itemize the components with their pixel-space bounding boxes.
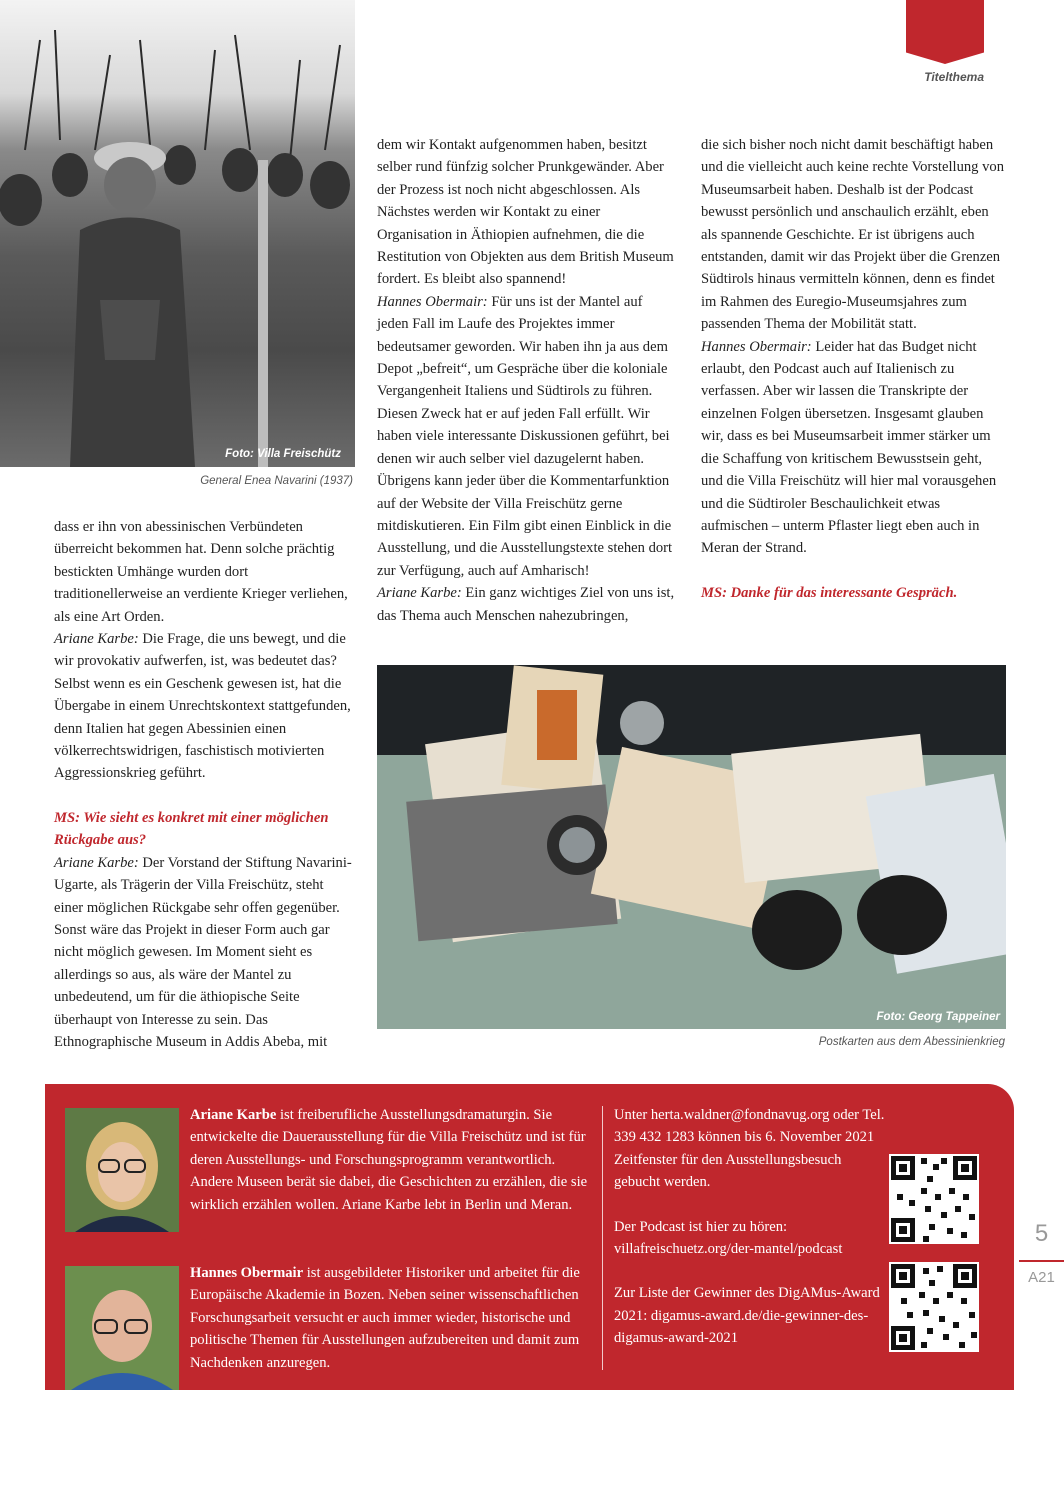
historical-photo — [0, 0, 355, 467]
bio-name: Hannes Obermair — [190, 1265, 304, 1281]
photo-caption: General Enea Navarini (1937) — [200, 475, 353, 487]
postcards-photo — [377, 665, 1006, 1029]
paragraph: Der Vorstand der Stiftung Navarini-Ugarte, als Trägerin der Villa Freischütz, steht einer möglichen Rückgabe sehr offen gegenüber. Sonst wäre das Projekt in dieser Form auch gar nicht möglich gewesen. Im Moment sieht es allerdings so aus, als wäre der Mantel zu unbedeutend, um für die äthiopische Seite überhaupt von Interesse zu sein. Das Ethnographische Museum in Addis Abeba, mit — [54, 854, 352, 1050]
speaker-name: Ariane Karbe: — [377, 585, 462, 602]
page-number: 5 — [1034, 1220, 1049, 1247]
visit-info — [614, 1104, 886, 1350]
interview-closing: MS: Danke für das interessante Gespräch. — [701, 584, 958, 601]
ariane-karbe-portrait — [65, 1108, 179, 1232]
bio-text: ist freiberufliche Ausstellungsdramaturgin. Sie entwickelte die Dauerausstellung für die Villa Freischütz und ist für deren Ausstellungs- und Forschungsprogramm verantwortlich. Andere Museen berät sie dabei, die Geschichten zu erzählen, die sie wirklich erzählen wollen. Ariane Karbe lebt in Berlin und Meran. — [190, 1107, 588, 1213]
paragraph: Ein ganz wichtiges Ziel von uns ist, das Thema auch Menschen nahezubringen, — [377, 585, 675, 624]
section-label: Titelthema — [924, 70, 984, 84]
qr-code-graphic — [889, 1262, 979, 1352]
author-info-box — [45, 1084, 1014, 1390]
bio-text: ist ausgebildeter Historiker und arbeitet für die Europäische Akademie in Bozen. Neben seiner wissenschaftlichen Forschungsarbeit versucht er auch immer wieder, historische und politische Themen für Ausstellungen aufzubereiten und damit zum Nachdenken anzuregen. — [190, 1265, 580, 1371]
speaker-name: Ariane Karbe: — [54, 854, 139, 871]
booking-info: Unter herta.waldner@fondnavug.org oder Tel. 339 432 1283 können bis 6. November 2021 Zeitfenster für den Ausstellungsbesuch gebucht werden. — [614, 1107, 885, 1191]
speaker-name: Ariane Karbe: — [54, 631, 139, 648]
photo-caption: Postkarten aus dem Abessinienkrieg — [818, 1036, 1005, 1048]
historical-photo-graphic — [0, 0, 355, 467]
paragraph: dem wir Kontakt aufgenommen haben, besitzt selber rund fünfzig solcher Prunkgewänder. Aber der Prozess ist noch nicht abgeschlossen. Als Nächstes werden wir Kontakt zu einer Organisation in Äthiopien aufnehmen, die die Restitution von Objekten aus dem British Museum fordert. Es bleibt also spannend! — [377, 137, 674, 288]
paragraph: dass er ihn von abessinischen Verbündeten überreicht bekommen hat. Denn solche prächtig bestickten Umhänge wurden dort traditionellerweise an verdiente Krieger verliehen, als eine Art Orden. — [54, 519, 348, 625]
section-tab-marker — [906, 0, 984, 64]
hannes-obermair-portrait — [65, 1266, 179, 1390]
paragraph: Leider hat das Budget nicht erlaubt, den Podcast auch auf Italienisch zu verfassen. Aber wir lassen die Transkripte der einzelnen Folgen übersetzen. Insgesamt glauben wir, dass es bei Museumsarbeit immer stärker um die Schaffung von kritischem Bewusstsein geht, und die Villa Freischütz will hier mal vorausgehen und die Südtiroler Beschaulichkeit etwas aufmischen – unterm Pflaster liegt eben auch in Meran der Strand. — [701, 338, 997, 557]
paragraph: Die Frage, die uns bewegt, und die wir provokativ aufwerfen, ist, was bedeutet das? Selbst wenn es ein Geschenk gewesen ist, hat die Übergabe in einem Unrechtskontext stattgefunden, denn Italien hat gegen Abessinien einen völkerrechtswidrigen, faschistisch motivierten Aggressionskrieg geführt. — [54, 631, 351, 782]
photo-credit: Foto: Villa Freischütz — [225, 448, 341, 460]
paragraph: Für uns ist der Mantel auf jeden Fall im Laufe des Projektes immer bedeutsamer geworden. Wir haben ihn ja aus dem Depot „befreit“, um Gespräche über die koloniale Vergangenheit Italiens und Südtirols zu führen. Diesen Zweck hat er auf jeden Fall erfüllt. Wir haben viele interessante Diskussionen geführt, bei denen wir auch selber viel dazugelernt haben. Übrigens kann jeder über die Kommentarfunktion auf der Website der Villa Freischütz gerne mitdiskutieren. Ein Film gibt einen Einblick in die Ausstellung, und die Ausstellungstexte stehen dort zur Verfügung, auch auf Amharisch! — [377, 293, 673, 579]
paragraph: die sich bisher noch nicht damit beschäftigt haben und die vielleicht auch keine rechte Vorstellung von Museumsarbeit haben. Deshalb ist der Podcast bewusst persönlich und anschaulich erzählt, eben als spannende Geschichte. Er ist übrigens auch entstanden, damit wir das Projekt über die Grenzen Südtirols hinaus vermitteln können, denn es findet im Rahmen des Euregio-Museumsjahres zum passenden Thema der Mobilität statt. — [701, 137, 1005, 333]
podcast-qr-code[interactable] — [889, 1154, 979, 1244]
interview-question: MS: Wie sieht es konkret mit einer möglichen Rückgabe aus? — [54, 809, 329, 849]
article-column-2 — [377, 134, 677, 627]
photo-credit: Foto: Georg Tappeiner — [876, 1011, 1000, 1023]
speaker-name: Hannes Obermair: — [701, 338, 812, 355]
column-divider — [602, 1106, 603, 1370]
article-column-1 — [54, 516, 355, 1053]
bio-hannes-obermair — [190, 1262, 590, 1374]
bio-ariane-karbe — [190, 1104, 590, 1216]
postcards-photo-graphic — [377, 665, 1006, 1029]
portrait-graphic — [65, 1266, 179, 1390]
speaker-name: Hannes Obermair: — [377, 293, 488, 310]
digamus-qr-code[interactable] — [889, 1262, 979, 1352]
award-link[interactable]: Zur Liste der Gewinner des DigAMus-Award 2021: digamus-award.de/die-gewinner-des-digamus-award-2021 — [614, 1285, 880, 1347]
podcast-link[interactable]: Der Podcast ist hier zu hören: villafreischuetz.org/der-mantel/podcast — [614, 1218, 843, 1258]
bio-name: Ariane Karbe — [190, 1107, 277, 1123]
article-column-3 — [701, 134, 1006, 604]
page-number-rule — [1019, 1260, 1064, 1262]
portrait-graphic — [65, 1108, 179, 1232]
issue-label: A21 — [1028, 1269, 1055, 1286]
qr-code-graphic — [889, 1154, 979, 1244]
